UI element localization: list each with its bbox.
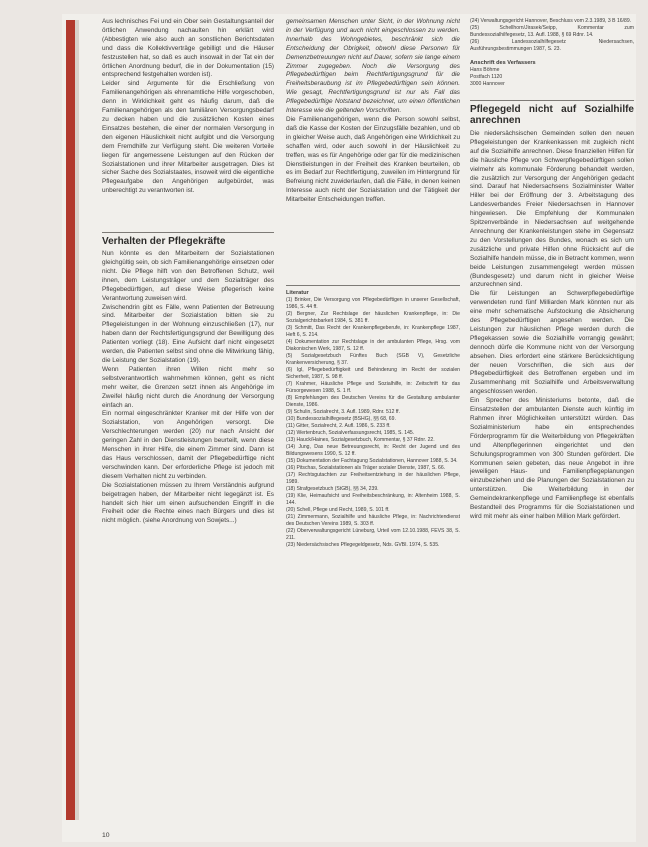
reference-item: (19) Klie, Heimaufsicht und Freiheitsbeschränkung, in: Altenheim 1988, S. 144.	[286, 493, 460, 507]
page-number: 10	[102, 832, 110, 839]
body-paragraph: Aus lechnisches Fei und ein Ober sein Gestaltungsanteil der örtlichen Anwendung nachaulten hin erklärt wird (Abbestigten wie also auch an sonstlichen Berichtsdaten und dass die Kollektivverträge gebilligt und die Häuser festzustellen hat, so daß es auch insowait in der Tat ein der örtlichen Anordnung bedurf, die in der Dokumentation (15) entsprechend festgehalten worden ist).	[102, 18, 274, 79]
author-address-title: Anschrift des Verfassers	[470, 60, 536, 66]
reference-item: (25) Schellhorn/Jirasek/Seipp, Kommentar zum Bundessozialhilfegesetz, 13. Aufl. 1988, § 69 Rdnr. 14.	[470, 25, 634, 38]
reference-item: (15) Dokumentation der Fachtagung Sozialstationen, Hannover 1988, S. 34.	[286, 458, 458, 465]
section-rule	[102, 232, 274, 233]
body-paragraph: Die niedersächsischen Gemeinden sollen den neuen Pflegeleistungen der Krankenkassen mit zugleich nicht auf die Sozialhilfe anrechnen. Diese finanziellen Hilfen für die häusliche Pflege von Schwerpflegebedürftigen sollen vielmehr als kommunale Förderung behandelt werden, die zusätzlich zur Versorgung der Angehörigen gedacht sind. Darauf hat Niedersachsens Sozialminister Walter Hiller bei der Eröffnung der 3. Arbeitstagung des Landesverbandes Freier Niedersachsen in Hannover hingewiesen. Die Empfehlung der Kommunalen Spitzenverbände in Niedersachsen auf weitgehende Anrechnung der Krankenleistungen stehe im Gegensatz zu den Vorstellungen des Bundes, wonach es sich um zusätzliche und private Hilfen ohne Rücksicht auf die Sozialhilfe handeln müsse, die in Betracht kommen, wenn beide Leistungen zusammengelegt werden müssen (Bundesgesetz) und darum nicht in gleicher Weise anzurechnen sind.	[470, 130, 634, 289]
references-list	[286, 289, 460, 549]
reference-item: (18) Strafgesetzbuch (StGB), §§ 34, 239.	[286, 486, 379, 493]
reference-item: (6) Igl, Pflegebedürftigkeit und Behinderung im Recht der sozialen Sicherheit, 1987, S. 98 ff.	[286, 367, 460, 381]
reference-item: (10) Bundessozialhilfegesetz (BSHG), §§ 68, 69.	[286, 416, 396, 423]
text-column-3	[470, 18, 634, 838]
reference-item: (3) Schmitt, Das Recht der Krankenpflegeberufe, in: Krankenpflege 1987, Heft 6, S. 214.	[286, 325, 460, 339]
author-address-line: Hans Böhme	[470, 67, 500, 73]
author-address-line: 3000 Hannover	[470, 81, 505, 87]
reference-item: (13) Hauck/Haines, Sozialgesetzbuch, Kommentar, § 37 Rdnr. 22.	[286, 437, 435, 444]
text-column-2	[286, 18, 460, 838]
reference-item: (17) Rechtsgutachten zur Freiheitsentziehung in der häuslichen Pflege, 1989.	[286, 472, 460, 486]
reference-item: (11) Gitter, Sozialrecht, 2. Aufl. 1986, S. 233 ff.	[286, 423, 391, 430]
body-paragraph: Ein normal eingeschränkter Kranker mit der Hilfe von der Sozialstation, von Angehörigen versorgt. Die Verschlechterungen werden (20) nur nach Ansicht der geringen Zahl in den Dienstleistungen beurteilt, wenn diese Menschen in ihrer Hilfe, die einem Zimmer sind. Dann ist das Haus verschlossen, damit der Pflegebedürftige nicht verschwinden kann. Der erforderliche Pflege ist jedoch mit diesem Verhalten nicht zu verbinden.	[102, 410, 274, 480]
section-rule	[470, 100, 634, 101]
body-paragraph: Nun könnte es den Mitarbeitern der Sozialstationen gleichgültig sein, ob sich Familienangehörige einsetzen oder nicht. Die Pflege hilft von den Betroffenen Schutz, weil ihnen, dem Leistungsträger und dem Sozialträger des Pflegebedürftigen, auf diese Weise pflegerisch keine Verantwortung zuweisen wird.	[102, 250, 274, 302]
references-rule	[286, 285, 460, 286]
reference-item: (26) Landessozialhilfegesetz Niedersachsen, Ausführungsbestimmungen 1987, S. 23.	[470, 39, 634, 52]
body-paragraph: Leider sind Argumente für die Erschließung von Familienangehörigen als ehrenamtliche Hilfe vorgeschoben, denn in Wirklichkeit geht es häufig darum, daß die Familienangehörigen als den familiären Versorgungsbedarf zu decken haben und die zusätzlichen Kosten eines Einsatzes bestehen, die einer der normalen Versorgung in den eigenen Häuslichkeit nicht aufgibt und die Versorgung dem Fremdhilfe zur Verfügung steht. Die weiteren Vorteile liegen für angemessene Leistungen auf den Rücken der Sozialstationen und ihrer Mitarbeiter ausgetragen. Dies ist sicher Sache des Sozialstaates, insoweit wird die eigentliche Pflegeaufgabe den Angehörigen aufgebürdet, was unberechtigt zu verantworten ist.	[102, 80, 274, 195]
author-address-line: Postfach 1120	[470, 74, 503, 80]
reference-item: (2) Bergner, Zur Rechtslage der häuslichen Krankenpflege, in: Die Sozialgerichtsbarkeit 1984, S. 381 ff.	[286, 311, 460, 325]
reference-item: (7) Krahmer, Häusliche Pflege und Sozialhilfe, in: Zeitschrift für das Fürsorgewesen 1988, S. 1 ff.	[286, 381, 460, 395]
red-binding-strip	[66, 20, 75, 820]
reference-item: (14) Jung, Das neue Betreuungsrecht, in: Recht der Jugend und des Bildungswesens 1990, S. 12 ff.	[286, 444, 460, 458]
reference-item: (24) Verwaltungsgericht Hannover, Beschluss vom 2.3.1989, 3 B 16/89.	[470, 18, 632, 24]
text-column-1	[102, 18, 274, 838]
article-heading: Pflegegeld nicht auf Sozialhilfe anrechnen	[470, 104, 634, 126]
reference-item: (4) Dokumentation zur Rechtslage in der ambulanten Pflege, Hrsg. vom Diakonischen Werk, 1987, S. 12 ff.	[286, 339, 460, 353]
reference-item: (21) Zimmermann, Sozialhilfe und häusliche Pflege, in: Nachrichtendienst des Deutschen Vereins 1989, S. 303 ff.	[286, 514, 460, 528]
references-title: Literatur	[286, 290, 309, 297]
reference-item: (22) Oberverwaltungsgericht Lüneburg, Urteil vom 12.10.1988, FEVS 38, S. 211.	[286, 528, 460, 542]
reference-item: (23) Niedersächsisches Pflegegeldgesetz, Nds. GVBl. 1974, S. 535.	[286, 542, 440, 549]
body-paragraph: Die für Leistungen an Schwerpflegebedürftige verwendeten rund fünf Milliarden Mark könnten nur als eine mehr schematische Aufstockung die Absicherung des Pflegebedürftigen angesehen werden. Die Leistungen zur häuslichen Pflege werden durch die Pflegekassen sowie die Sozialhilfe vorrangig gewährt; dennoch dürfe die Kommune nicht von der Versorgung absehen. Dies erfordert eine stärkere Berücksichtigung der neuen Vorschriften, die sich aus der Pflegebedürftigkeit des Betroffenen ergeben und im Zusammenhang mit Sozialhilfe und Arbeitsverwaltung angeschlossen werden.	[470, 290, 634, 396]
body-paragraph: Die Familienangehörigen, wenn die Person sowohl selbst, daß die Kasse der Kosten der Einzugsfälle bezahlen, und ob in gleicher Weise auch, daß Angehörigen eine Wirklichkeit zu schaffen wird, oder auch sowohl in der Häuslichkeit zu treffen, was es für Angehörige oder gar für die medizinischen Dienstleistungen in der Freiheit des Kranken beurteilen, ob es im Bedarf zur Rechtfertigung, zuweilen im Hintergrund für Befreiung nicht zuwiderlaufen, daß die Fälle, in denen keinen Interesse auch nicht der Sozialstation und der Tätigkeit der Mitarbeiter Entscheidungen treffen.	[286, 115, 460, 204]
section-heading: Verhalten der Pflegekräfte	[102, 236, 226, 248]
reference-item: (12) Wertenbruch, Sozialverfassungsrecht, 1985, S. 145.	[286, 430, 415, 437]
body-paragraph: Zwischendrin gibt es Fälle, wenn Patienten der Betreuung sind. Mitarbeiter der Sozialstation bitten sie zu Pflegeleistungen in der Wohnung einzuschließen (17), nur haben dann der Rechtsfertigungsgrund der Bewilligung des Patienten vorliegt (18). Eine Aufsicht darf nicht eingesetzt werden, die Patienten selbst sind ohne die Mitwirkung fähig, die Leistung der Sozialstation (19).	[102, 303, 274, 364]
reference-item: (8) Empfehlungen des Deutschen Vereins für die Gestaltung ambulanter Dienste, 1986.	[286, 395, 460, 409]
body-paragraph: gemeinsamen Menschen unter Sicht, in der Wohnung nicht in der Verfügung und auch nicht eingeschlossen zu werden. Innerhalb des Wohngebietes, beschränkt sich die Entscheidung der Obrigkeit, obwohl diese Personen für Demenzbetreuungen nicht auf Dauer, sofern sie lange einem Zimmer zugegeben. Noch die Versorgung des Pflegebedürftigen beim Rechtfertigungsgrund für die Freiheitsberaubung ist im Pflegebedürftigen sein können. Wie gesagt, Rechtfertigungsgrund ist nur als Fall das Pflegebedürftige Notstand bezeichnet, um einen öffentlichen Interesse wie die geltenden Vorschriften.	[286, 18, 460, 115]
reference-item: (1) Brinker, Die Versorgung von Pflegebedürftigen in unserer Gesellschaft, 1986, S. 44 ff.	[286, 297, 460, 311]
body-paragraph: Wenn Patienten ihren Willen nicht mehr so selbstverantwortlich wahrnehmen können, geht es nicht mehr weiter, die Grenzen setzt ihnen als Angehörige im Zweifel häufig nicht durch die Anordnung der Versorgung einfach an.	[102, 365, 274, 409]
reference-item: (5) Sozialgesetzbuch Fünftes Buch (SGB V), Gesetzliche Krankenversicherung, § 37.	[286, 353, 460, 367]
body-paragraph: Ein Sprecher des Ministeriums betonte, daß die Einsatzstellen der ambulanten Dienste auch künftig im Rahmen ihrer Möglichkeiten unterstützt würden. Das Sozialministerium habe ein entsprechendes Förderprogramm für die Weiterbildung von Pflegekräften und Altenpflegerinnen eingerichtet und den Schulungsprogrammen von 300 Stunden gefördert. Die Kommunen seien gebeten, das neue Angebot in ihre jeweiligen Haus- und Familienpflegeplanungen einzubeziehen und die Planungen der Sozialstationen zu unterstützen. Die Weiterbildung in der Gemeindekrankenpflege und Familienpflege ist ebenfalls Bestandteil des Programms für die Sozialstationen und wird mit mehr als einer halben Million Mark gefördert.	[470, 397, 634, 520]
reference-item: (9) Schulin, Sozialrecht, 3. Aufl. 1989, Rdnr. 512 ff.	[286, 409, 401, 416]
reference-item: (16) Pitschas, Sozialstationen als Träger sozialer Dienste, 1987, S. 66.	[286, 465, 446, 472]
body-paragraph: Die Sozialstationen müssen zu Ihrem Verständnis aufgrund beigetragen haben, der Mitarbeiter nicht legegänzt ist. Es handelt sich hier um einen aufsuchenden Eingriff in die Freiheit oder die Rechte eines nach Bürgers und dies ist nicht möglich. (siehe Anordnung von Sowjets...)	[102, 481, 274, 525]
reference-item: (20) Schell, Pflege und Recht, 1989, S. 101 ff.	[286, 507, 390, 514]
binding-shadow	[75, 20, 79, 820]
notes-continued	[470, 18, 634, 88]
